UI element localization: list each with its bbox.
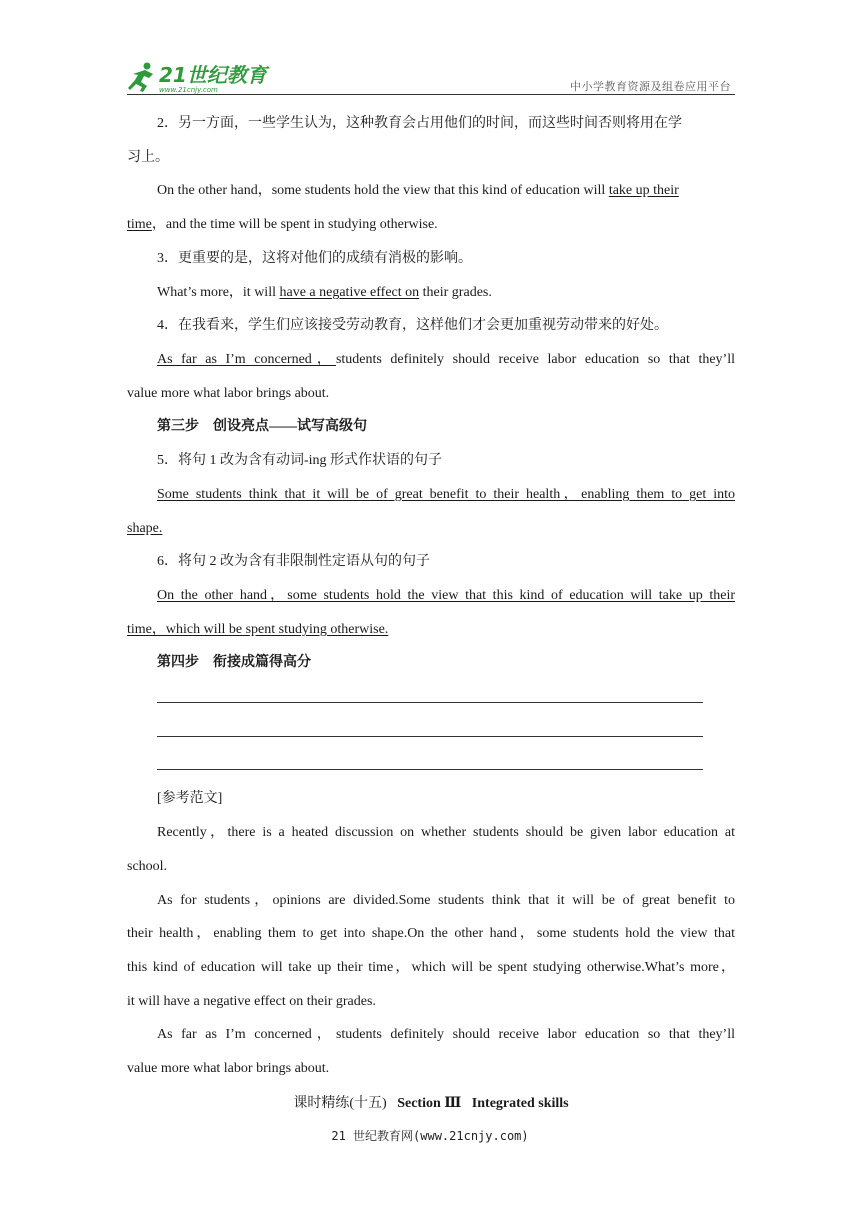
header-divider xyxy=(127,94,735,95)
sentence-6-answer: On the other hand，some students hold the view that this kind of education will take up their xyxy=(157,588,735,603)
reference-paragraph-2-line: this kind of education will take up their time，which will be spent studying otherwise.What’s more， xyxy=(127,960,735,975)
sentence-4-english-continued: value more what labor brings about. xyxy=(127,386,330,401)
sentence-4-chinese: 4．在我看来，学生们应该接受劳动教育，这样他们才会更加重视劳动带来的好处。 xyxy=(157,318,668,333)
sentence-6-chinese: 6．将句 2 改为含有非限制性定语从句的句子 xyxy=(157,554,430,569)
svg-text:www.21cnjy.com: www.21cnjy.com xyxy=(159,86,218,94)
reference-paragraph-3: As far as I’m concerned，students definitely should receive labor education so that they’ll xyxy=(157,1027,735,1042)
answer-underline: have a negative effect on xyxy=(279,285,420,300)
reference-paragraph-2-line: their health，enabling them to get into shape.On the other hand，some students hold the view that xyxy=(127,926,735,941)
reference-paragraph-2: As for students，opinions are divided.Some students think that it will be of great benefit to xyxy=(157,893,735,908)
sentence-2-english-continued: time，and the time will be spent in studying otherwise. xyxy=(127,217,438,232)
step-3-heading: 第三步 创设亮点——试写高级句 xyxy=(157,419,367,434)
sentence-6-answer-continued: time，which will be spent studying otherwise. xyxy=(127,622,389,637)
header-tagline: 中小学教育资源及组卷应用平台 xyxy=(570,80,731,93)
sentence-3-english: What’s more，it will have a negative effect on their grades. xyxy=(157,285,492,300)
writing-blank-line[interactable] xyxy=(157,702,703,703)
sentence-5-chinese: 5．将句 1 改为含有动词-ing 形式作状语的句子 xyxy=(157,453,443,468)
sentence-5-answer: Some students think that it will be of great benefit to their health，enabling them to get into xyxy=(157,487,735,502)
svg-text:21世纪教育: 21世纪教育 xyxy=(159,63,267,87)
writing-blank-line[interactable] xyxy=(157,769,703,770)
sentence-2-chinese: 2．另一方面，一些学生认为，这种教育会占用他们的时间，而这些时间否则将用在学 xyxy=(157,116,682,131)
page-header xyxy=(127,58,735,96)
sentence-2-english: On the other hand，some students hold the view that this kind of education will take up their xyxy=(157,183,679,198)
reference-label: [参考范文] xyxy=(157,791,223,806)
step-4-heading: 第四步 衔接成篇得高分 xyxy=(157,655,311,670)
reference-paragraph-1: Recently，there is a heated discussion on whether students should be given labor education at xyxy=(157,825,735,840)
21cnjy-logo xyxy=(127,60,297,94)
sentence-5-answer-continued: shape. xyxy=(127,521,163,536)
reference-paragraph-3-continued: value more what labor brings about. xyxy=(127,1061,330,1076)
answer-underline: take up their xyxy=(608,183,679,198)
reference-paragraph-2-line: it will have a negative effect on their grades. xyxy=(127,994,376,1009)
answer-underline: As far as I’m concerned， xyxy=(157,352,336,367)
section-title: 课时精练(十五) Section Ⅲ Integrated skills xyxy=(293,1096,569,1111)
writing-blank-line[interactable] xyxy=(157,736,703,737)
sentence-3-chinese: 3．更重要的是，这将对他们的成绩有消极的影响。 xyxy=(157,251,472,266)
page-footer: 21 世纪教育网(www.21cnjy.com) xyxy=(331,1129,529,1143)
sentence-2-chinese-continued: 习上。 xyxy=(127,150,169,165)
sentence-4-english: As far as I’m concerned，students definitely should receive labor education so that they’ll xyxy=(157,352,735,367)
answer-underline: time xyxy=(127,217,152,232)
reference-paragraph-1-continued: school. xyxy=(127,859,168,874)
